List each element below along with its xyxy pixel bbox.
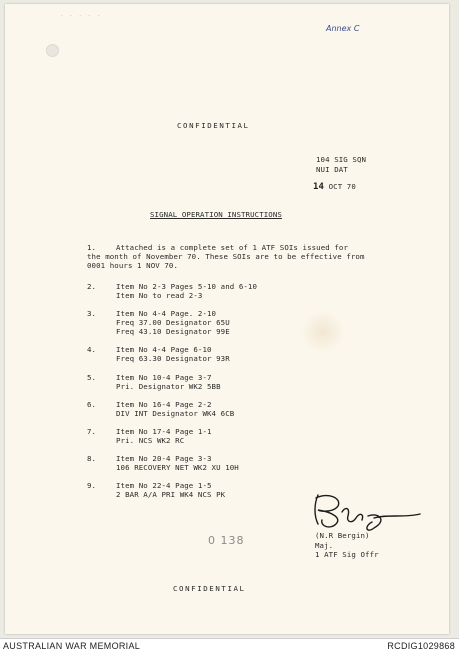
item-line: 0001 hours 1 NOV 70. [87,261,178,270]
punch-hole [46,44,59,57]
faint-header-marks: - - - - - [60,12,102,19]
signatory-name: (N.R Bergin) [315,531,370,540]
folio-number: 0 138 [208,534,245,547]
item-line: Item No 22-4 Page 1-5 [116,481,212,490]
item-line: Item No 4-4 Page. 2-10 [116,309,217,318]
item-line: Pri. NCS WK2 RC [116,436,185,445]
item-line: Attached is a complete set of 1 ATF SOIs issued for [116,243,349,252]
item-line: Pri. Designator WK2 5BB [116,382,221,391]
item-line: 106 RECOVERY NET WK2 XU 10H [116,463,239,472]
signatory-rank: Maj. [315,541,334,550]
item-line: Item No to read 2-3 [116,291,203,300]
item-line: Item No 4-4 Page 6-10 [116,345,212,354]
item-line: Item No 20-4 Page 3-3 [116,454,212,463]
item-line: Freq 37.00 Designator 65U [116,318,230,327]
unit-line-2: NUI DAT [316,165,348,174]
item-line: Freq 43.10 Designator 99E [116,327,230,336]
signatory-role: 1 ATF Sig Offr [315,550,379,559]
item-line: 2 BAR A/A PRI WK4 NCS PK [116,490,226,499]
date-day: 14 [313,182,325,192]
item-number: 8. [87,454,97,463]
item-number: 9. [87,481,97,490]
item-number: 4. [87,345,97,354]
item-number: 6. [87,400,97,409]
document-title: SIGNAL OPERATION INSTRUCTIONS [150,210,282,219]
handwritten-signature [308,490,423,538]
classification-bottom: CONFIDENTIAL [173,584,246,593]
item-line: Item No 2-3 Pages 5-10 and 6-10 [116,282,258,291]
item-line: Freq 63.30 Designator 93R [116,354,230,363]
classification-top: CONFIDENTIAL [177,121,250,130]
item-number: 5. [87,373,97,382]
unit-line-1: 104 SIG SQN [316,155,367,164]
item-line: Item No 16-4 Page 2-2 [116,400,212,409]
date-line [313,174,356,193]
footer-right: RCDIG1029868 [387,641,455,651]
item-number: 2. [87,282,97,291]
item-line: the month of November 70. These SOIs are to be effective from [87,252,365,261]
date-month-year: OCT 70 [328,182,356,191]
item-line: Item No 10-4 Page 3-7 [116,373,212,382]
item-line: Item No 17-4 Page 1-1 [116,427,212,436]
item-number: 7. [87,427,97,436]
item-line: DIV INT Designator WK4 6CB [116,409,235,418]
item-number: 3. [87,309,97,318]
item-number: 1. [87,243,97,252]
annex-annotation: Annex C [326,24,360,33]
paper-stain [300,312,346,352]
footer-left: AUSTRALIAN WAR MEMORIAL [3,641,141,651]
